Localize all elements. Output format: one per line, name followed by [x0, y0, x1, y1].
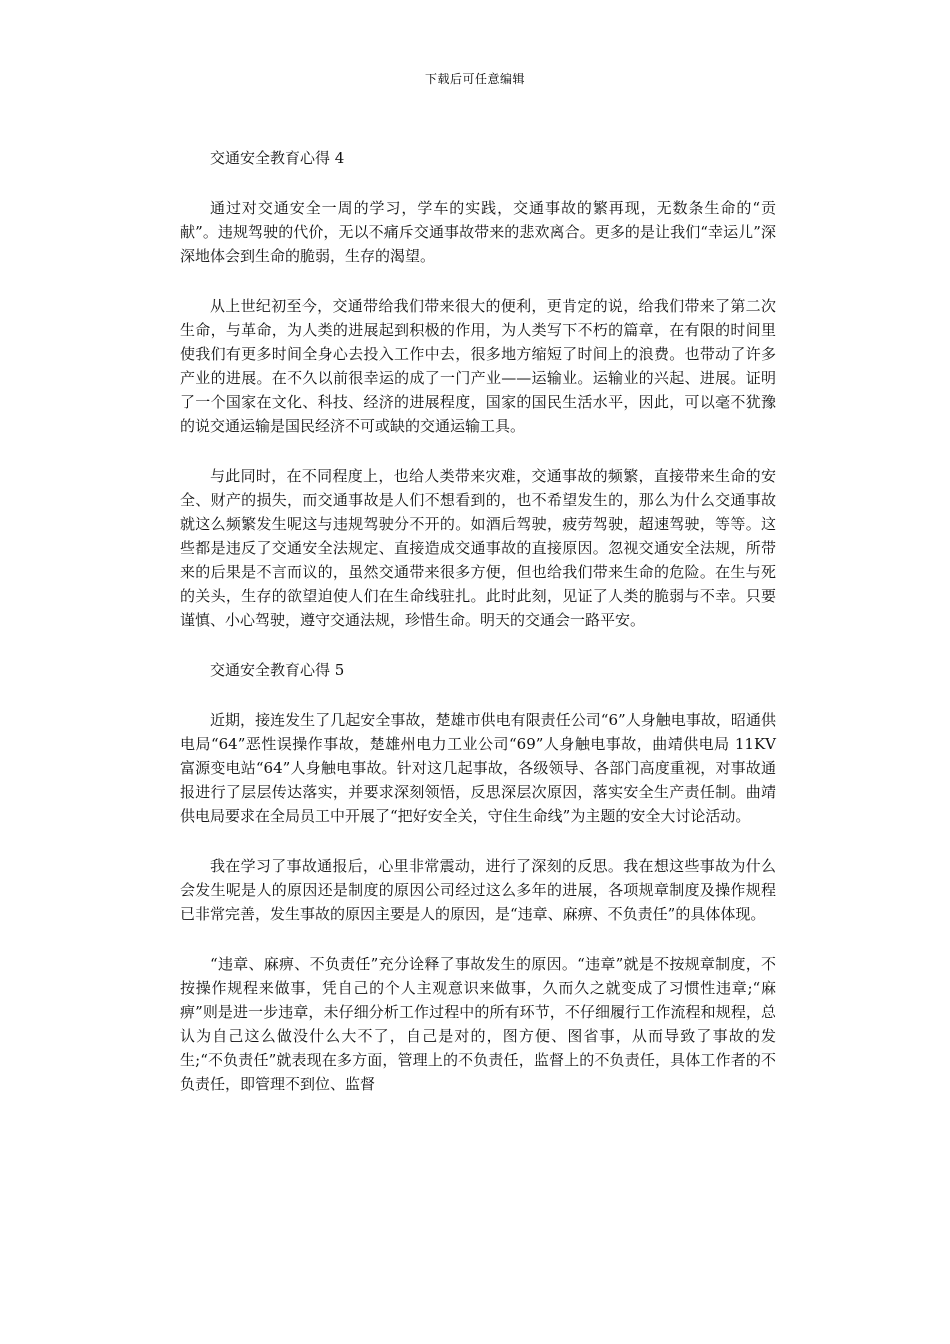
paragraph: 近期，接连发生了几起安全事故，楚雄市供电有限责任公司“6”人身触电事故，昭通供电局“64”恶性误操作事故，楚雄州电力工业公司“69”人身触电事故，曲靖供电局 11KV 富源变电站“64”人身触电事故。针对这几起事故，各级领导、各部门高度重视，对事故通报进行了层层传达落实，并要求深刻领悟，反思深层次原因，落实安全生产责任制。曲靖供电局要求在全局员工中开展了“把好安全关，守住生命线”为主题的安全大讨论活动。	[180, 711, 776, 825]
paragraph: 与此同时，在不同程度上，也给人类带来灾难，交通事故的频繁，直接带来生命的安全、财产的损失，而交通事故是人们不想看到的，也不希望发生的，那么为什么交通事故就这么频繁发生呢这与违规驾驶分不开的。如酒后驾驶，疲劳驾驶，超速驾驶，等等。这些都是违反了交通安全法规定、直接造成交通事故的直接原因。忽视交通安全法规，所带来的后果是不言而议的，虽然交通带来很多方便，但也给我们带来生命的危险。在生与死的关头，生存的欲望迫使人们在生命线驻扎。此时此刻，见证了人类的脆弱与不幸。只要谨慎、小心驾驶，遵守交通法规，珍惜生命。明天的交通会一路平安。	[180, 467, 776, 629]
section-title: 交通安全教育心得 5	[210, 661, 345, 679]
section-title: 交通安全教育心得 4	[210, 149, 345, 167]
header-note: 下载后可任意编辑	[424, 72, 525, 86]
document-body	[180, 146, 776, 1122]
paragraph: 从上世纪初至今，交通带给我们带来很大的便利，更肯定的说，给我们带来了第二次生命，与革命，为人类的进展起到积极的作用，为人类写下不朽的篇章，在有限的时间里使我们有更多时间全身心去投入工作中去，很多地方缩短了时间上的浪费。也带动了许多产业的进展。在不久以前很幸运的成了一门产业——运输业。运输业的兴起、进展。证明了一个国家在文化、科技、经济的进展程度，国家的国民生活水平，因此，可以毫不犹豫的说交通运输是国民经济不可或缺的交通运输工具。	[180, 297, 776, 435]
paragraph: “违章、麻痹、不负责任”充分诠释了事故发生的原因。“违章”就是不按规章制度，不按操作规程来做事，凭自己的个人主观意识来做事，久而久之就变成了习惯性违章;“麻痹”则是进一步违章，未仔细分析工作过程中的所有环节，不仔细履行工作流程和规程，总认为自己这么做没什么大不了，自己是对的，图方便、图省事，从而导致了事故的发生;“不负责任”就表现在多方面，管理上的不负责任，监督上的不负责任，具体工作者的不负责任，即管理不到位、监督	[180, 955, 776, 1093]
paragraph: 我在学习了事故通报后，心里非常震动，进行了深刻的反思。我在想这些事故为什么会发生呢是人的原因还是制度的原因公司经过这么多年的进展，各项规章制度及操作规程已非常完善，发生事故的原因主要是人的原因，是“违章、麻痹、不负责任”的具体体现。	[180, 857, 776, 923]
paragraph: 通过对交通安全一周的学习，学车的实践，交通事故的繁再现，无数条生命的“贡献”。违规驾驶的代价，无以不痛斥交通事故带来的悲欢离合。更多的是让我们“幸运儿”深深地体会到生命的脆弱，生存的渴望。	[180, 199, 776, 265]
